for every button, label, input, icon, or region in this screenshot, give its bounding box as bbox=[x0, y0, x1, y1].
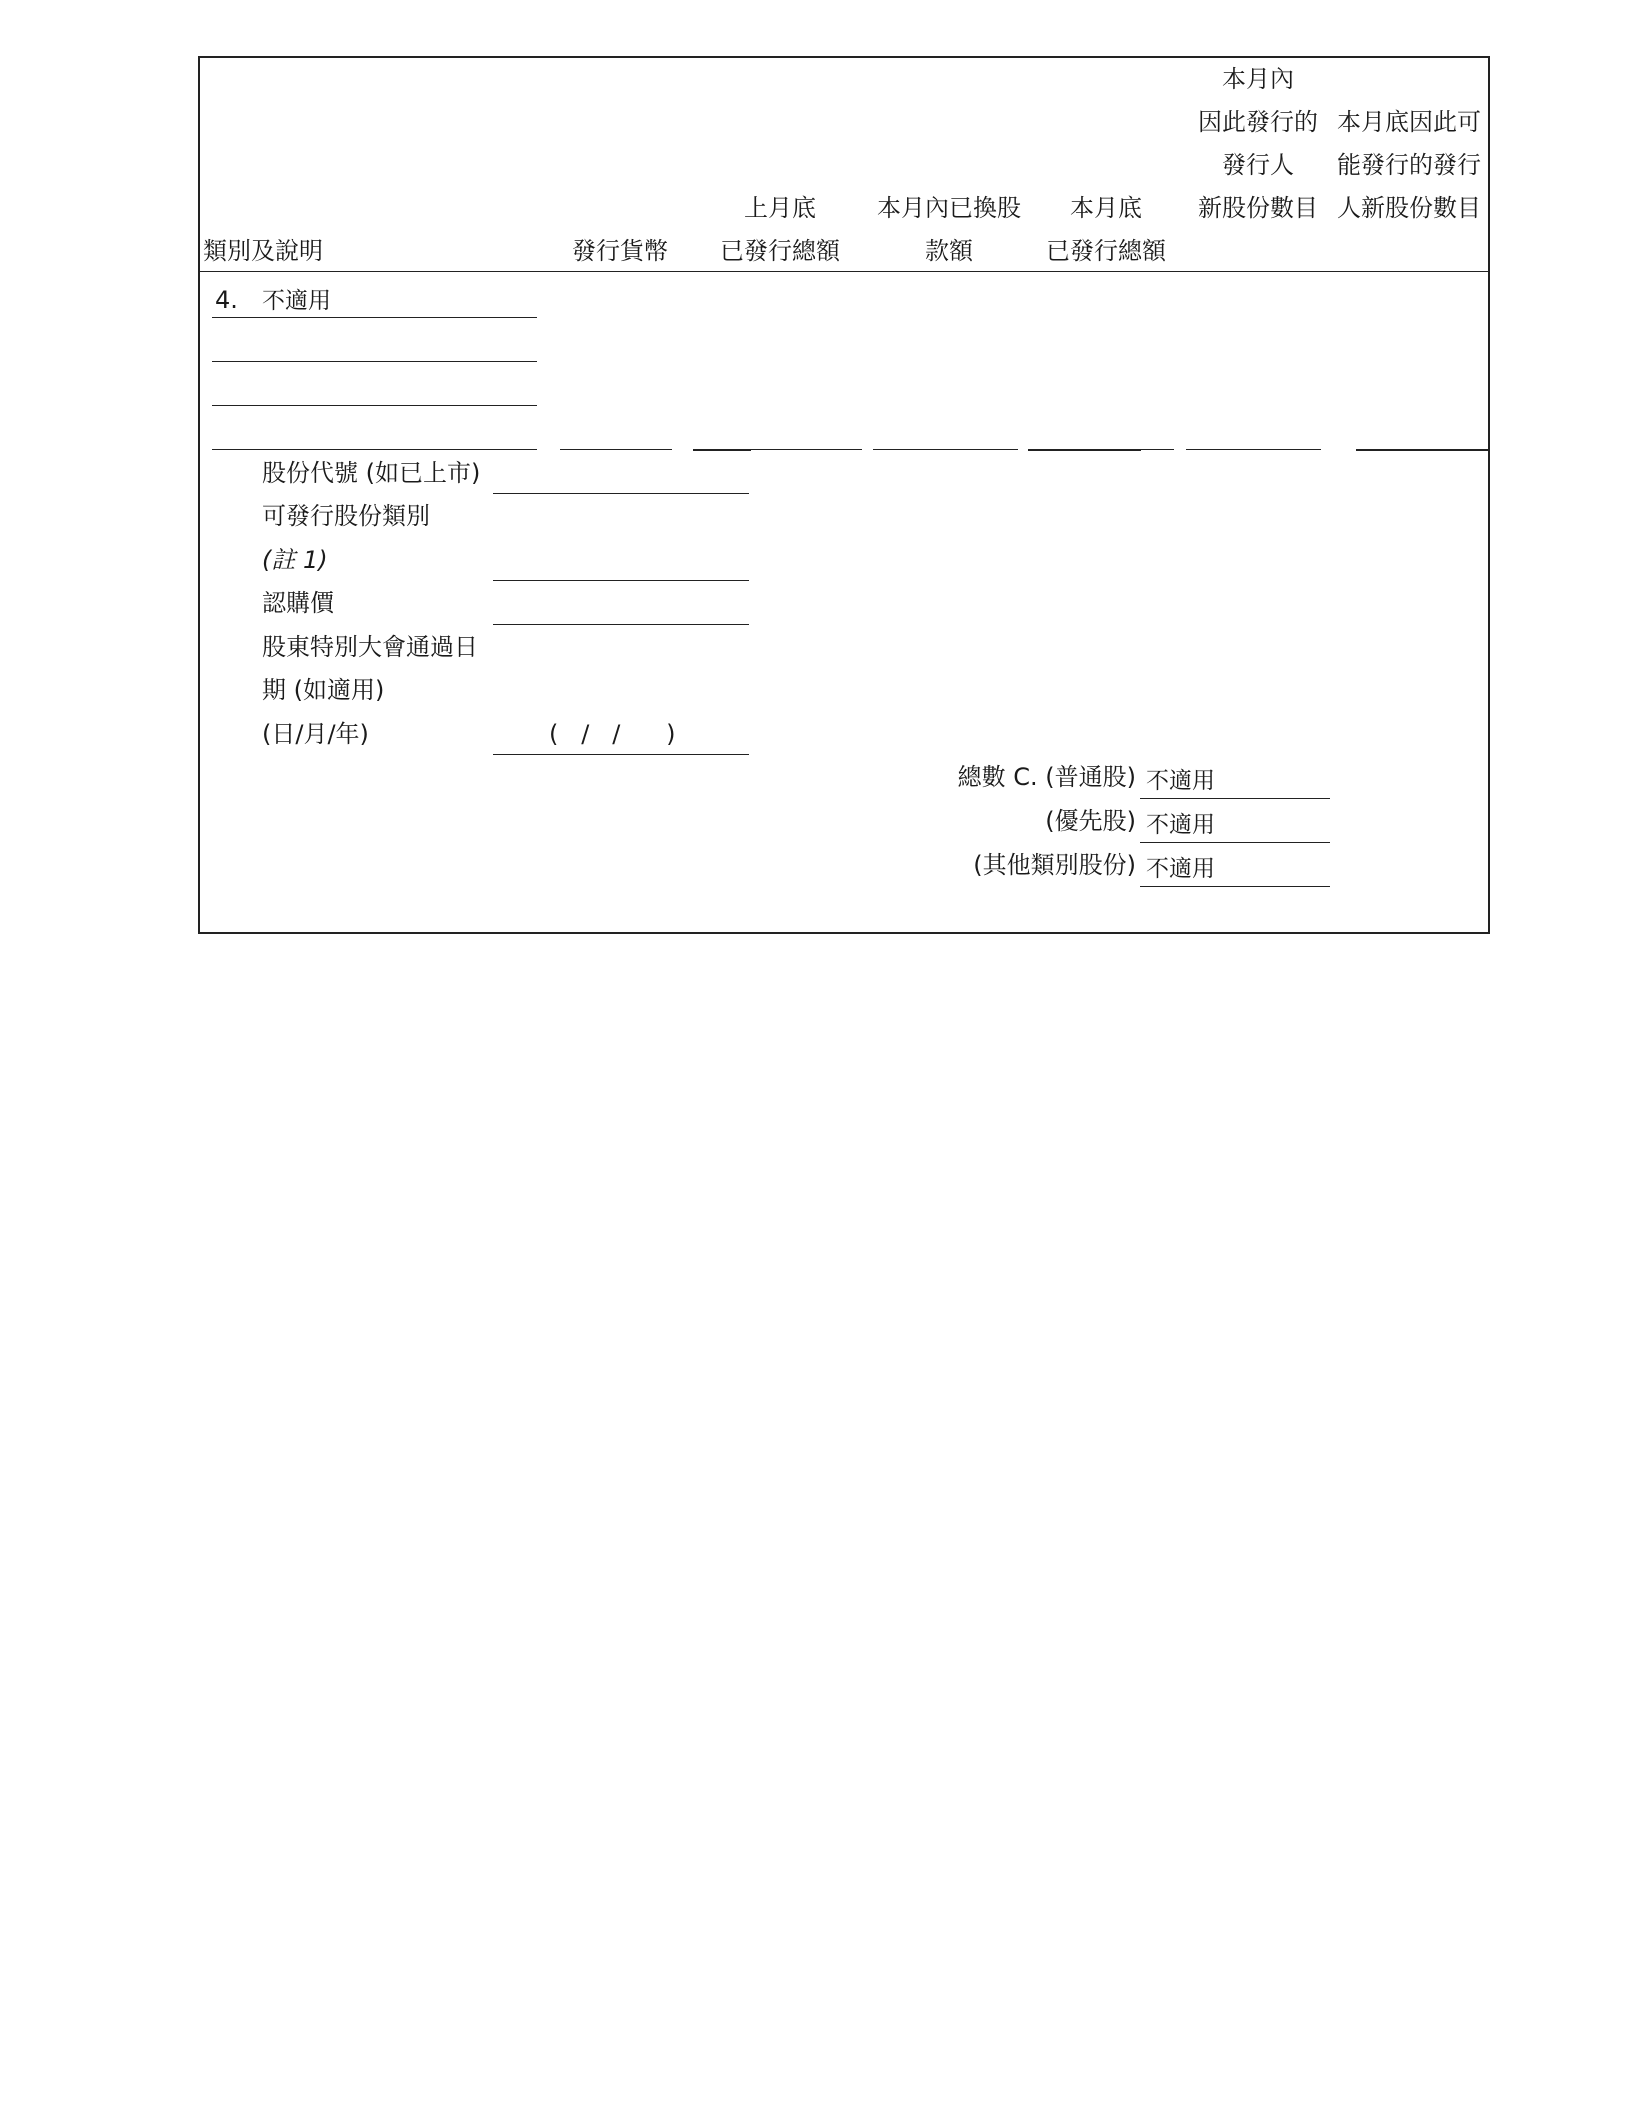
total-other-value: 不適用 bbox=[1146, 856, 1215, 882]
entry-line-3 bbox=[212, 405, 537, 406]
header-converted-line1: 本月內已換股 bbox=[877, 194, 1021, 222]
total-ordinary-field[interactable] bbox=[1140, 798, 1330, 799]
col-line-converted bbox=[873, 449, 1018, 450]
col-line-this-month-b bbox=[1141, 449, 1174, 450]
header-possible-line3: 人新股份數目 bbox=[1337, 194, 1481, 222]
total-other-label: (其他類別股份) bbox=[973, 851, 1136, 879]
date-placeholder: ( / / ) bbox=[549, 720, 676, 748]
header-new-shares-line3: 發行人 bbox=[1222, 151, 1294, 179]
col-line-new-shares bbox=[1186, 449, 1321, 450]
egm-date-field[interactable] bbox=[493, 754, 749, 755]
header-description: 類別及說明 bbox=[203, 237, 323, 265]
entry-line-1 bbox=[212, 317, 537, 318]
header-prev-month-line2: 已發行總額 bbox=[720, 237, 840, 265]
entry-number: 4. bbox=[215, 286, 238, 314]
total-ordinary-label: 總數 C. (普通股) bbox=[957, 763, 1136, 791]
header-new-shares-line2: 因此發行的 bbox=[1198, 108, 1318, 136]
header-currency: 發行貨幣 bbox=[572, 237, 668, 265]
col-line-possible bbox=[1356, 449, 1489, 451]
form-frame bbox=[198, 56, 1490, 934]
total-preference-value: 不適用 bbox=[1146, 812, 1215, 838]
col-line-description bbox=[212, 449, 537, 450]
header-new-shares-line1: 本月內 bbox=[1222, 65, 1294, 93]
header-divider bbox=[198, 271, 1490, 272]
header-this-month-line2: 已發行總額 bbox=[1046, 237, 1166, 265]
header-possible-line2: 能發行的發行 bbox=[1337, 151, 1481, 179]
total-ordinary-value: 不適用 bbox=[1146, 768, 1215, 794]
stock-code-field[interactable] bbox=[493, 493, 749, 494]
note-label: (註 1) bbox=[262, 546, 328, 574]
subscription-price-label: 認購價 bbox=[262, 589, 334, 617]
subscription-price-field[interactable] bbox=[493, 624, 749, 625]
share-class-label: 可發行股份類別 bbox=[262, 502, 430, 530]
col-line-this-month-a bbox=[1028, 449, 1141, 451]
share-class-field[interactable] bbox=[493, 580, 749, 581]
egm-date-label-line2: 期 (如適用) bbox=[262, 676, 385, 704]
col-line-prev-month-a bbox=[693, 449, 751, 451]
entry-line-2 bbox=[212, 361, 537, 362]
entry-value: 不適用 bbox=[262, 288, 331, 314]
date-format-label: (日/月/年) bbox=[262, 720, 369, 748]
header-possible-line1: 本月底因此可 bbox=[1337, 108, 1481, 136]
header-new-shares-line4: 新股份數目 bbox=[1198, 194, 1318, 222]
egm-date-label-line1: 股東特別大會通過日 bbox=[262, 633, 478, 661]
stock-code-label: 股份代號 (如已上市) bbox=[262, 459, 481, 487]
total-other-field[interactable] bbox=[1140, 886, 1330, 887]
total-preference-label: (優先股) bbox=[1045, 807, 1136, 835]
header-this-month-line1: 本月底 bbox=[1070, 194, 1142, 222]
header-prev-month-line1: 上月底 bbox=[744, 194, 816, 222]
total-preference-field[interactable] bbox=[1140, 842, 1330, 843]
header-converted-line2: 款額 bbox=[925, 237, 973, 265]
col-line-prev-month-b bbox=[751, 449, 862, 450]
col-line-currency bbox=[560, 449, 672, 450]
